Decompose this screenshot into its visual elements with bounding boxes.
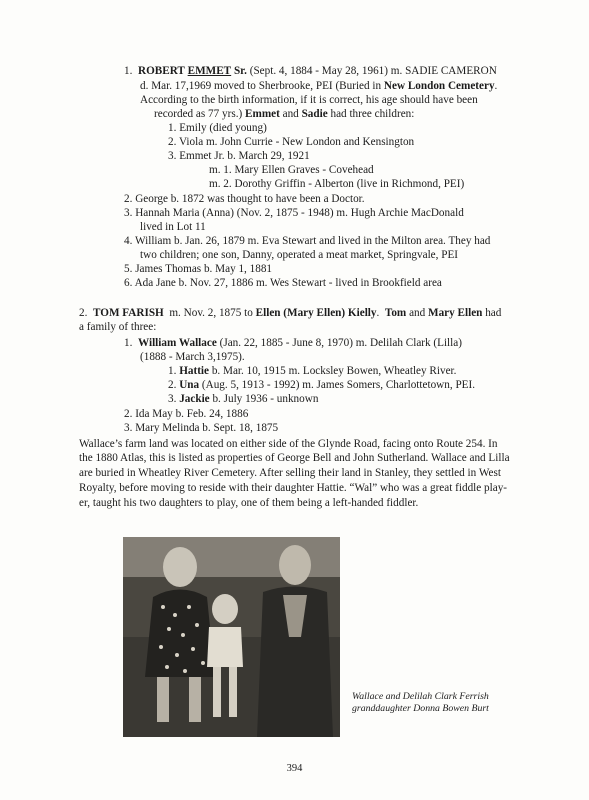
page-number: 394	[286, 763, 303, 774]
cemetery-name: New London Cemetery	[383, 80, 495, 92]
paragraph-line-1: Wallace’s farm land was located on either side of the Glynde Road, facing onto Route 254. In	[79, 438, 498, 450]
robert-dates: (Sept. 4, 1884 - May 28, 1961) m. SADIE CAMERON	[249, 65, 497, 77]
list-number: 1.	[124, 65, 133, 77]
grandchild-hattie: 1. Hattie b. Mar. 10, 1915 m. Locksley Bowen, Wheatley River.	[168, 365, 457, 377]
paragraph-line-2: the 1880 Atlas, this is listed as properties of George Bell and John Sutherland. Wallace and Lilla	[79, 452, 510, 464]
child-emmet-jr: 3. Emmet Jr. b. March 29, 1921	[168, 150, 310, 162]
child-ida: 2. Ida May b. Feb. 24, 1886	[124, 408, 249, 420]
child-wallace: 1. William Wallace (Jan. 22, 1885 - June 8, 1970) m. Delilah Clark (Lilla)	[124, 337, 462, 349]
sibling-ada: 6. Ada Jane b. Nov. 27, 1886 m. Wes Stewart - lived in Brookfield area	[124, 277, 442, 289]
grandchild-jackie: 3. Jackie b. July 1936 - unknown	[168, 393, 319, 405]
child-mary: 3. Mary Melinda b. Sept. 18, 1875	[124, 422, 279, 434]
paragraph-line-5: er, taught his two daughters to play, one of them being a left-handed fiddler.	[79, 497, 419, 509]
paragraph-line-4: Royalty, before moving to reside with their daughter Hattie. “Wal” who was a great fiddle play-	[79, 482, 508, 494]
wallace-name: William Wallace	[137, 337, 217, 349]
photo-caption	[352, 691, 489, 715]
child-viola: 2. Viola m. John Currie - New London and Kensington	[168, 136, 415, 148]
robert-line-1	[124, 64, 497, 78]
robert-line-2: d. Mar. 17,1969 moved to Sherbrooke, PEI (Buried in New London Cemetery.	[140, 80, 498, 92]
sibling-william: 4. William b. Jan. 26, 1879 m. Eva Stewart and lived in the Milton area. They had	[124, 235, 491, 247]
robert-line-3: According to the birth information, if it is correct, his age should have been	[140, 94, 478, 106]
child-emily: 1. Emily (died young)	[168, 122, 267, 134]
grandchild-una: 2. Una (Aug. 5, 1913 - 1992) m. James Somers, Charlottetown, PEI.	[168, 379, 476, 391]
tom-line-2: a family of three:	[79, 321, 157, 333]
emmet-underlined: EMMET	[187, 65, 232, 77]
marriage-1: m. 1. Mary Ellen Graves - Covehead	[209, 164, 374, 176]
paragraph-line-3: are buried in Wheatley River Cemetery. After selling their land in Stanley, they settled in West	[79, 467, 501, 479]
robert-line-4: recorded as 77 yrs.) Emmet and Sadie had three children:	[154, 108, 415, 120]
sibling-james: 5. James Thomas b. May 1, 1881	[124, 263, 273, 275]
sibling-william-cont: two children; one son, Danny, operated a meat market, Springvale, PEI	[140, 249, 459, 261]
tom-line-1: 2. TOM FARISH m. Nov. 2, 1875 to Ellen (Mary Ellen) Kielly. Tom and Mary Ellen had	[79, 307, 502, 319]
family-photo	[123, 537, 340, 737]
child-wallace-cont: (1888 - March 3,1975).	[140, 351, 245, 363]
sibling-hannah: 3. Hannah Maria (Anna) (Nov. 2, 1875 - 1948) m. Hugh Archie MacDonald	[124, 207, 464, 219]
sibling-hannah-cont: lived in Lot 11	[140, 221, 206, 233]
caption-line-1: Wallace and Delilah Clark Ferrish	[352, 691, 489, 702]
marriage-2: m. 2. Dorothy Griffin - Alberton (live in Richmond, PEI)	[209, 178, 465, 190]
family-photo-illustration	[123, 537, 340, 737]
robert-name: ROBERT	[137, 65, 185, 77]
sr-suffix: Sr.	[233, 65, 247, 77]
tom-name: TOM FARISH	[92, 307, 164, 319]
sibling-george: 2. George b. 1872 was thought to have been a Doctor.	[124, 193, 365, 205]
caption-line-2: granddaughter Donna Bowen Burt	[352, 703, 489, 714]
